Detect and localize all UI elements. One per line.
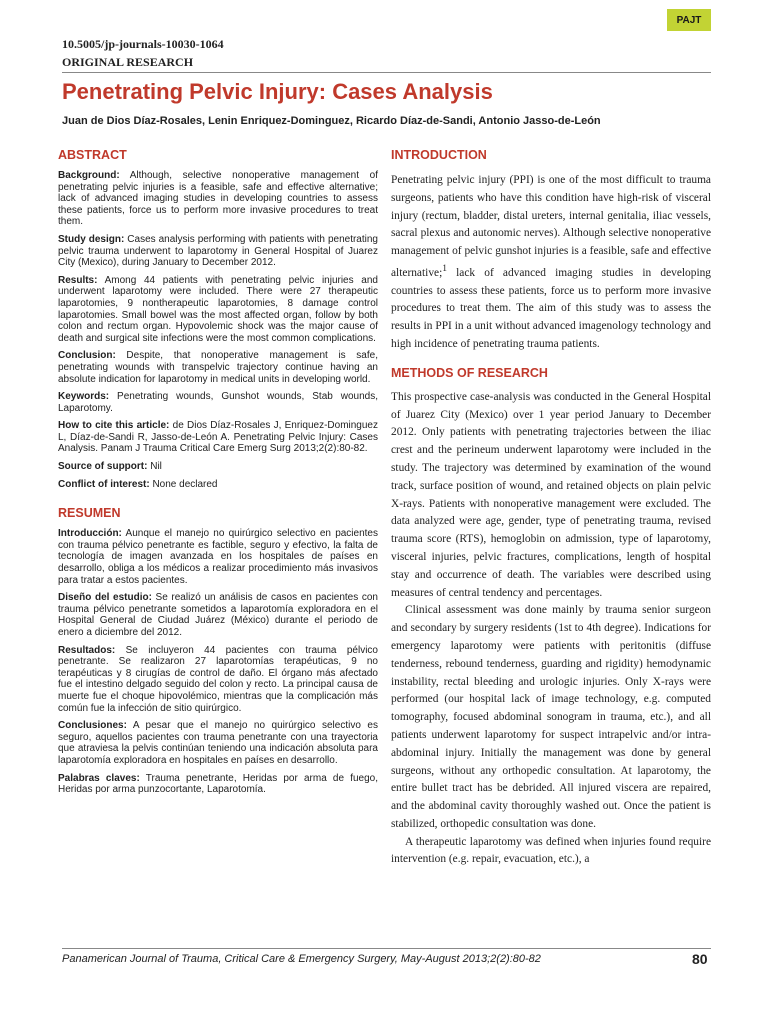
resumen-diseno-text: Se realizó un análisis de casos en pacientes con trauma pélvico penetrante sometidos a laparotomía exploradora en el Hospital General de Ciudad Juárez (México) durante el periodo de enero a diciembre del 2012. [58,592,378,638]
resumen-diseno [58,592,378,638]
resumen-palabras [58,773,378,796]
abstract-conflict-label: Conflict of interest: [58,478,150,490]
resumen-conclusiones-label: Conclusiones: [58,720,127,732]
resumen-introduccion [58,528,378,586]
abstract-keywords-label: Keywords: [58,391,110,403]
abstract-conflict [58,479,378,491]
abstract-cite [58,420,378,455]
authors: Juan de Dios Díaz-Rosales, Lenin Enriquez-Dominguez, Ricardo Díaz-de-Sandi, Antonio Jasso-de-León [62,115,601,127]
article-type-label: ORIGINAL RESEARCH [62,55,194,69]
abstract-results-text: Among 44 patients with penetrating pelvic injuries and underwent laparotomy were included. There were 27 therapeutic laparotomies, 9 nontherapeutic laparotomies, 8 damage control laparotomies. Small bowel was the most affected organ, follow by both colon and rectum organ. Hypovolemic shock was the major cause of death and surgical site infections were the most common complications. [58,274,378,344]
abstract-keywords-text: Penetrating wounds, Gunshot wounds, Stab wounds, Laparotomy. [58,391,378,414]
resumen-diseno-label: Diseño del estudio: [58,592,152,604]
abstract-support-label: Source of support: [58,461,148,473]
journal-badge: PAJT [667,9,711,31]
resumen-heading: RESUMEN [58,506,121,521]
abstract-background [58,170,378,228]
resumen-resultados [58,645,378,715]
abstract-conclusion [58,350,378,385]
introduction-heading: INTRODUCTION [391,148,487,162]
resumen-resultados-text: Se incluyeron 44 pacientes con trauma pélvico penetrante. Se realizaron 27 laparotomías terapéuticas, 9 no terapéuticas y 8 cirugías de control de daño. El órgano más afectado fue el intestino delgado seguido del colon y recto. La principal causa de muerte fue el choque hipovolémico, mientras que la complicación más común fue la infección de sitio quirúrgico. [58,644,378,714]
abstract-keywords [58,391,378,414]
footer-rule [62,948,711,949]
resumen-conclusiones [58,720,378,766]
abstract-heading: ABSTRACT [58,148,127,162]
abstract-study-design [58,234,378,269]
methods-paragraph-1: This prospective case-analysis was conducted in the General Hospital of Juarez City (Mexico) over 1 year period January to December 2012. Only patients with penetrating trajectories between the iliac crest and the perineum underwent laparotomy were included in the study. The trajectory was determined by examination of the wound track, surface position of wound, and retained objects on plain pelvic X-rays. Patients with nonoperative management were excluded. The data analyzed were age, gender, type of penetrating trauma, revised trauma score (RTS), hemoglobin on admission, type of laparotomy, visceral injuries, pelvic fractures, complications, length of hospital stay and occurrence of death. The variables were described using measures of central tendency and percentages. [391,390,711,599]
article-title: Penetrating Pelvic Injury: Cases Analysis [62,79,493,104]
abstract-cite-label: How to cite this article: [58,420,170,432]
abstract-results-label: Results: [58,274,98,286]
abstract-conflict-text: None declared [149,478,218,490]
resumen-conclusiones-text: A pesar que el manejo no quirúrgico selectivo es seguro, aquellos pacientes con trauma penetrante con una trayectoria que atraviesa la pelvis continúan teniendo una indicación absoluta para laparotomía exploradora en hospitales en países en desarrollo. [58,720,378,766]
footer-journal-citation: Panamerican Journal of Trauma, Critical Care & Emergency Surgery, May-August 2013;2(2):80-82 [62,953,541,965]
abstract-results [58,275,378,345]
abstract-study-design-label: Study design: [58,233,125,245]
right-column [391,148,711,869]
introduction-text-b: lack of advanced imaging studies in developing countries to assess these patients, force us to perform more invasive procedures to treat them. The aim of this study was to assess the results in PPI in a unit without advanced imagenology technology and high incidence of penetrating trauma patients. [391,266,711,350]
page-number: 80 [692,951,708,967]
abstract-conclusion-label: Conclusion: [58,350,116,362]
doi: 10.5005/jp-journals-10030-1064 [62,37,224,51]
abstract-cite-text: de Dios Díaz-Rosales J, Enriquez-Dominguez L, Díaz-de-Sandi R, Jasso-de-León A. Penetrating Pelvic Injury: Cases Analysis. Panam J Trauma Critical Care Emerg Surg 2013;2(2):80-82. [58,420,378,455]
methods-heading: METHODS OF RESEARCH [391,365,548,380]
resumen-palabras-label: Palabras claves: [58,772,140,784]
resumen-introduccion-text: Aunque el manejo no quirúrgico selectivo en pacientes con trauma pélvico penetrante es factible, seguro y efectivo, la falta de tecnología de imagen avanzada en los hospitales de países en desarrollo, obliga a los médicos a realizar procedimiento más invasivos para tratar a estos pacientes. [58,528,378,586]
resumen-resultados-label: Resultados: [58,644,116,656]
abstract-background-text: Although, selective nonoperative management of penetrating pelvic injuries is a feasible, safe and effective alternative; lack of advanced imaging studies in developing countries to assess these patients, force us to perform more invasive procedures to treat them. [58,170,378,228]
resumen-palabras-text: Trauma penetrante, Heridas por arma de fuego, Heridas por arma punzocortante, Laparotomía. [58,772,378,796]
introduction-paragraph [391,172,711,354]
abstract-support [58,461,378,473]
introduction-text-a: Penetrating pelvic injury (PPI) is one of the most difficult to trauma surgeons, patients who have this condition have high-risk of visceral injury (rectum, bladder, distal ureters, internal genitalia, iliac vessels, sacral plexus and autonomic nerves). Although selective nonoperative management of pelvic gunshot injuries is a feasible, safe and effective alternative; [391,174,711,279]
citation-1: 1 [442,263,447,274]
methods-paragraph-2: Clinical assessment was done mainly by trauma senior surgeon and secondary by surgery residents (1st to 4th degree). Indications for emergency laparotomy were patients with peritonitis (diffuse tenderness, rebound tenderness, guarding and rigidity) hemodynamic instability, rectal bleeding and urologic injuries. Only X-rays were performed (our hospital lack of image technology, e.g. computed tomography, focused abdominal sonogram in trauma, etc.), and all patients underwent laparotomy for suspect intrapelvic and/or intra-abdominal injury. Initially the management was done by general surgeons, without any orthopedic consultation. At laparotomy, the entire bullet tract has be debrided. All injured viscera are repaired, and the abdominal cavity thoroughly washed out. Once the patient is stabilized, orthopedic consultation was done. [391,604,711,830]
abstract-conclusion-text: Despite, that nonoperative management is safe, penetrating wounds with transpelvic trajectory continue having an absolute indication for laparotomy in medical units in developing world. [58,350,378,385]
left-column [58,148,378,802]
abstract-support-text: Nil [147,461,162,473]
header-rule [62,72,711,73]
abstract-background-label: Background: [58,170,120,181]
abstract-study-design-text: Cases analysis performing with patients with penetrating pelvic trauma underwent to laparotomy in General Hospital of Juarez City (Mexico), during January to December 2012. [58,233,378,269]
resumen-introduccion-label: Introducción: [58,528,122,540]
methods-paragraph-3: A therapeutic laparotomy was defined when injuries found require intervention (e.g. repair, evacuation, etc.), a [391,835,711,866]
